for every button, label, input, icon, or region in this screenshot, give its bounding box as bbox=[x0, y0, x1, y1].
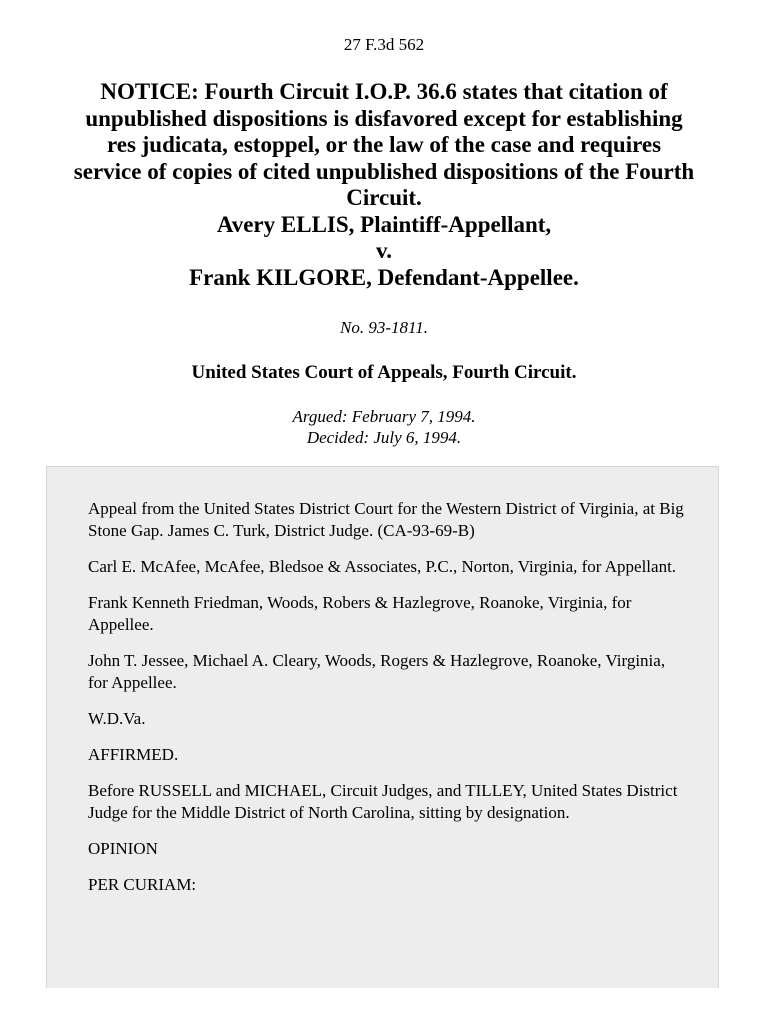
docket-number: No. 93-1811. bbox=[340, 318, 428, 337]
appellant-party: Avery ELLIS, Plaintiff-Appellant, bbox=[216, 211, 552, 237]
case-dates bbox=[0, 406, 768, 448]
case-details-body bbox=[88, 498, 688, 910]
case-heading bbox=[40, 79, 728, 291]
argued-date: Argued: February 7, 1994. bbox=[292, 407, 476, 426]
case-citation: 27 F.3d 562 bbox=[343, 35, 425, 54]
appellee-counsel-paragraph: Frank Kenneth Friedman, Woods, Robers & Hazlegrove, Roanoke, Virginia, for Appellee. bbox=[88, 593, 632, 634]
opinion-heading: OPINION bbox=[88, 839, 158, 858]
appellant-counsel-paragraph: Carl E. McAfee, McAfee, Bledsoe & Associates, P.C., Norton, Virginia, for Appellant. bbox=[88, 557, 677, 576]
disposition-label: AFFIRMED. bbox=[88, 745, 179, 764]
case-details-panel bbox=[46, 466, 719, 988]
notice-line: unpublished dispositions is disfavored except for establishing bbox=[85, 105, 683, 131]
appellee-counsel-paragraph: John T. Jessee, Michael A. Cleary, Woods, Rogers & Hazlegrove, Roanoke, Virginia, for Appellee. bbox=[88, 651, 666, 692]
district-abbreviation: W.D.Va. bbox=[88, 709, 146, 728]
appeal-origin-paragraph: Appeal from the United States District Court for the Western District of Virginia, at Big Stone Gap. James C. Turk, District Judge. (CA-93-69-B) bbox=[88, 499, 684, 540]
notice-line: res judicata, estoppel, or the law of the case and requires bbox=[106, 132, 662, 157]
panel-judges-paragraph: Before RUSSELL and MICHAEL, Circuit Judges, and TILLEY, United States District Judge for the Middle District of North Carolina, sitting by designation. bbox=[88, 781, 678, 822]
versus-label: v. bbox=[376, 238, 392, 263]
notice-line: service of copies of cited unpublished dispositions of the Fourth bbox=[73, 158, 695, 184]
decided-date: Decided: July 6, 1994. bbox=[306, 428, 462, 447]
court-name: United States Court of Appeals, Fourth Circuit. bbox=[191, 362, 577, 383]
per-curiam-label: PER CURIAM: bbox=[88, 875, 197, 894]
notice-line: Circuit. bbox=[346, 185, 422, 210]
notice-line: NOTICE: Fourth Circuit I.O.P. 36.6 states that citation of bbox=[100, 79, 668, 104]
appellee-party: Frank KILGORE, Defendant-Appellee. bbox=[189, 264, 579, 290]
